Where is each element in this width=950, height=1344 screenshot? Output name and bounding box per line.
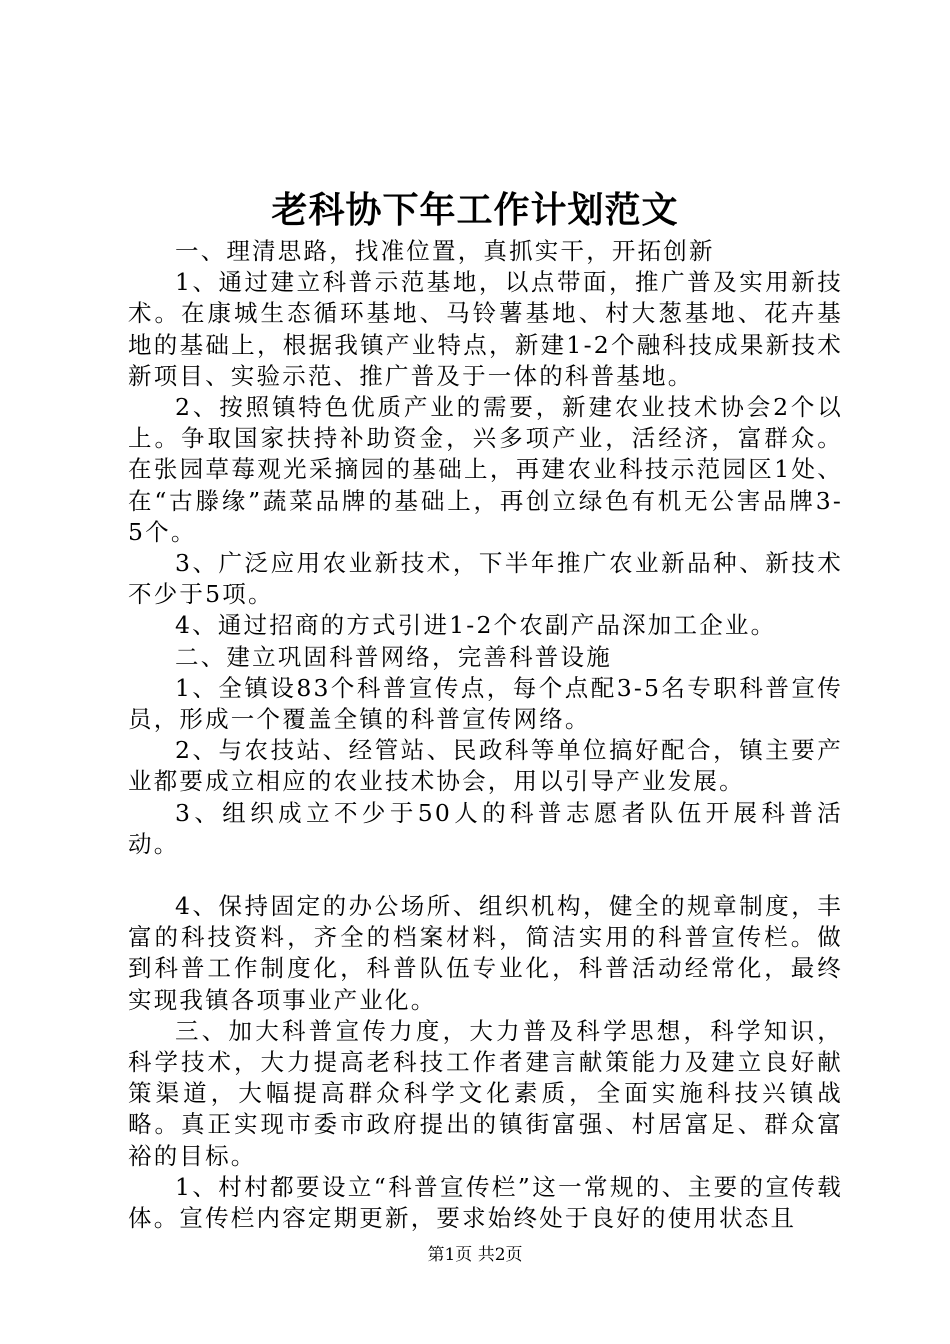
section-heading-3: 三、加大科普宣传力度，大力普及科学思想，科学知识，科学技术，大力提高老科技工作者建言献策能力及建立良好献策渠道，大幅提高群众科学文化素质，全面实施科技兴镇战略。真正实现市委市政府提出的镇街富强、村居富足、群众富裕的目标。 <box>128 1016 843 1170</box>
section-heading-1: 一、理清思路，找准位置，真抓实干，开拓创新 <box>175 237 715 265</box>
section-heading-2: 二、建立巩固科普网络，完善科普设施 <box>175 642 612 671</box>
page-number-footer: 第1页 共2页 <box>427 1245 523 1265</box>
paragraph: 4、保持固定的办公场所、组织机构，健全的规章制度，丰富的科技资料，齐全的档案材料，简洁实用的科普宣传栏。做到科普工作制度化，科普队伍专业化，科普活动经常化，最终实现我镇各项事业产业化。 <box>128 892 843 1014</box>
document-body <box>128 236 843 1234</box>
paragraph: 1、通过建立科普示范基地，以点带面，推广普及实用新技术。在康城生态循环基地、马铃薯基地、村大葱基地、花卉基地的基础上，根据我镇产业特点，新建1-2个融科技成果新技术新项目、实验示范、推广普及于一体的科普基地。 <box>128 268 843 390</box>
document-title: 老科协下年工作计划范文 <box>271 189 679 231</box>
paragraph: 2、按照镇特色优质产业的需要，新建农业技术协会2个以上。争取国家扶持补助资金，兴多项产业，活经济，富群众。在张园草莓观光采摘园的基础上，再建农业科技示范园区1处、在“古滕缘”蔬菜品牌的基础上，再创立绿色有机无公害品牌3-5个。 <box>128 393 843 546</box>
paragraph: 3、组织成立不少于50人的科普志愿者队伍开展科普活动。 <box>128 798 843 858</box>
paragraph: 4、通过招商的方式引进1-2个农副产品深加工企业。 <box>175 611 777 640</box>
paragraph: 1、村村都要设立“科普宣传栏”这一常规的、主要的宣传载体。宣传栏内容定期更新，要求始终处于良好的使用状态且 <box>128 1172 843 1233</box>
paragraph: 1、全镇设83个科普宣传点，每个点配3-5名专职科普宣传员，形成一个覆盖全镇的科普宣传网络。 <box>128 673 843 734</box>
paragraph: 2、与农技站、经管站、民政科等单位搞好配合，镇主要产业都要成立相应的农业技术协会，用以引导产业发展。 <box>128 736 843 796</box>
paragraph: 3、广泛应用农业新技术，下半年推广农业新品种、新技术不少于5项。 <box>128 549 843 609</box>
